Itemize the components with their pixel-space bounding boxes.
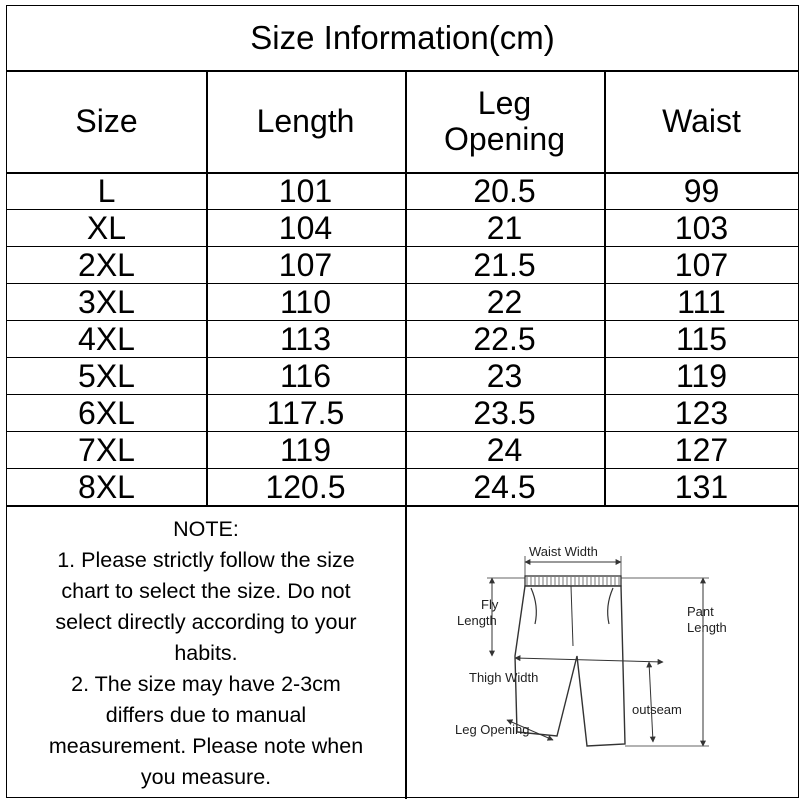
cell-leg-opening: 22: [486, 284, 523, 320]
cell-leg-opening: 21.5: [473, 247, 536, 283]
header-leg-opening-line2: Opening: [444, 121, 565, 157]
label-pant-length-line1: Pant: [687, 604, 714, 619]
cell-size: 3XL: [78, 284, 135, 320]
chart-title: Size Information(cm): [250, 19, 555, 56]
cell-length: 119: [279, 432, 331, 468]
cell-length: 104: [278, 210, 333, 246]
cell-waist: 111: [677, 284, 726, 320]
cell-waist: 99: [683, 173, 720, 209]
note-text: [7, 506, 405, 799]
cell-size: 6XL: [78, 395, 135, 431]
note-line: NOTE:: [173, 517, 239, 541]
cell-size: 8XL: [78, 469, 135, 505]
cell-waist: 131: [674, 469, 729, 505]
cell-size: 2XL: [78, 247, 135, 283]
header-size: Size: [75, 103, 138, 139]
cell-leg-opening: 20.5: [473, 173, 536, 209]
cell-length: 107: [278, 247, 333, 283]
note-line: habits.: [174, 641, 238, 665]
note-line: chart to select the size. Do not: [61, 579, 351, 603]
pants-measurement-diagram-icon: [407, 506, 799, 798]
cell-waist: 103: [674, 210, 729, 246]
label-leg-opening: Leg Opening: [455, 722, 530, 737]
cell-size: 4XL: [78, 321, 135, 357]
header-leg-opening-line1: Leg: [477, 85, 532, 121]
label-fly-length-line2: Length: [457, 613, 497, 628]
cell-size: L: [97, 173, 116, 209]
cell-length: 117.5: [266, 395, 345, 431]
cell-length: 110: [279, 284, 331, 320]
divider: [604, 70, 606, 506]
label-outseam: outseam: [632, 702, 682, 717]
header-leg-opening: [405, 70, 604, 172]
note-line: select directly according to your: [55, 610, 357, 634]
label-waist-width: Waist Width: [529, 544, 598, 559]
note-line: 1. Please strictly follow the size: [57, 548, 355, 572]
cell-leg-opening: 22.5: [473, 321, 536, 357]
cell-waist: 127: [674, 432, 729, 468]
header-length: Length: [256, 103, 355, 139]
cell-waist: 107: [674, 247, 729, 283]
cell-leg-opening: 23.5: [473, 395, 536, 431]
cell-leg-opening: 24.5: [473, 469, 536, 505]
divider: [206, 70, 208, 506]
cell-length: 120.5: [265, 469, 346, 505]
note-line: 2. The size may have 2-3cm: [71, 672, 341, 696]
note-line: measurement. Please note when: [48, 734, 364, 758]
cell-length: 116: [279, 358, 331, 394]
cell-leg-opening: 23: [486, 358, 523, 394]
cell-waist: 123: [674, 395, 729, 431]
header-waist: Waist: [662, 103, 741, 139]
cell-size: XL: [86, 210, 127, 246]
cell-waist: 119: [675, 358, 727, 394]
cell-length: 113: [279, 321, 331, 357]
cell-length: 101: [278, 173, 333, 209]
label-fly-length-line1: Fly: [481, 597, 499, 612]
size-chart: [6, 5, 799, 798]
note-line: differs due to manual: [105, 703, 307, 727]
cell-size: 5XL: [78, 358, 135, 394]
cell-size: 7XL: [78, 432, 135, 468]
label-pant-length-line2: Length: [687, 620, 727, 635]
note-line: you measure.: [140, 765, 272, 789]
cell-leg-opening: 24: [486, 432, 523, 468]
cell-waist: 115: [675, 321, 727, 357]
cell-leg-opening: 21: [486, 210, 523, 246]
label-thigh-width: Thigh Width: [469, 670, 539, 685]
